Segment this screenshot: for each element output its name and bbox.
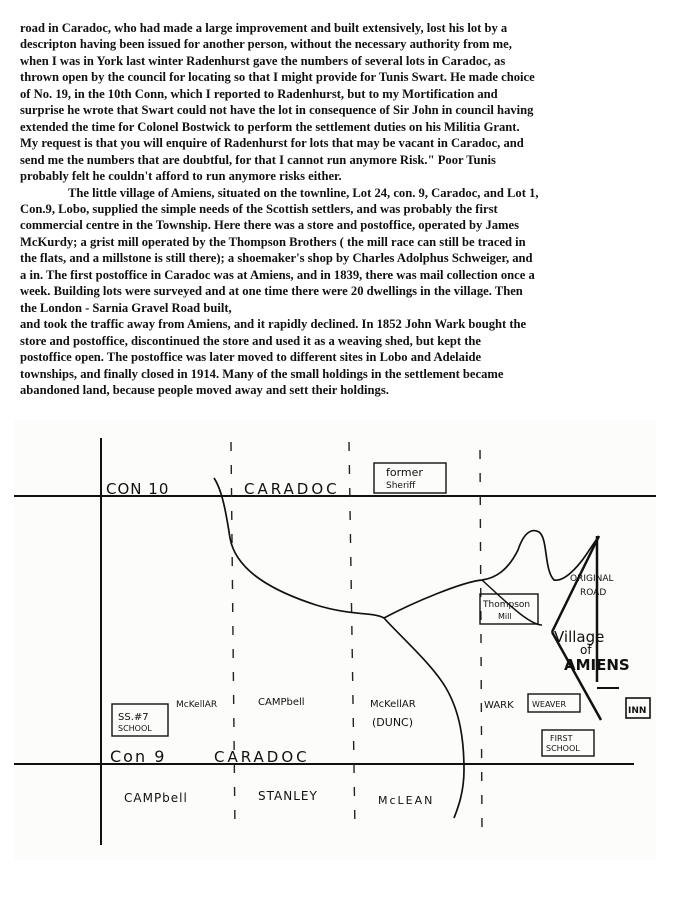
weaver-label: WEAVER xyxy=(532,700,567,709)
thompson-label: Thompson xyxy=(483,600,531,610)
text-line: and took the traffic away from Amiens, and it rapidly declined. In 1852 John Wark bought the xyxy=(20,317,527,332)
mckellar-mid-label: McKellAR xyxy=(370,699,416,710)
text-line: My request is that you will enquire of Radenhurst for lots that may be vacant in Caradoc, and xyxy=(20,136,524,151)
text-line: extended the time for Colonel Bostwick to perform the settlement duties on his Militia Grant. xyxy=(20,119,520,134)
dunc-label: (DUNC) xyxy=(372,716,414,729)
school-right-label: SCHOOL xyxy=(546,744,580,753)
text-line: thrown open by the council for locating so that I might provide for Tunis Swart. He made choice xyxy=(20,70,535,85)
school-left-label: SCHOOL xyxy=(118,724,152,733)
document-text xyxy=(20,20,660,398)
mclean-label: McLEAN xyxy=(378,794,435,807)
ss7-label: SS.#7 xyxy=(118,712,149,723)
text-line: surprise he wrote that Swart could not have the lot in consequence of Sir John in council having xyxy=(20,103,534,118)
text-line: of No. 19, in the 10th Conn, which I reported to Radenhurst, but to my Mortification and xyxy=(20,86,498,101)
text-line: when I was in York last winter Radenhurst gave the numbers of several lots in Caradoc, as xyxy=(20,53,506,68)
paragraph-2 xyxy=(20,185,660,399)
village-label: Village xyxy=(554,628,605,646)
text-line: McKurdy; a grist mill operated by the Thompson Brothers ( the mill race can still be traced in xyxy=(20,234,526,249)
mill-label: Mill xyxy=(498,612,512,621)
road-label: ROAD xyxy=(580,588,607,598)
text-line: road in Caradoc, who had made a large improvement and built extensively, lost his lot by a xyxy=(20,21,508,35)
first-label: FIRST xyxy=(550,734,573,743)
hand-drawn-map xyxy=(14,420,656,860)
text-line: abandoned land, because people moved away and sett their holdings. xyxy=(20,382,389,397)
text-line: townships, and finally closed in 1914. Many of the small holdings in the settlement became xyxy=(20,366,504,381)
text-line: postoffice open. The postoffice was later moved to different sites in Lobo and Adelaide xyxy=(20,350,482,365)
of-label: of xyxy=(580,643,592,657)
inn-label: INN xyxy=(628,706,647,716)
campbell-mid-label: CAMPbell xyxy=(258,697,305,708)
former-label: former xyxy=(386,466,423,479)
original-label: ORIGINAL xyxy=(570,574,614,584)
text-line: Con.9, Lobo, supplied the simple needs of the Scottish settlers, and was probably the first xyxy=(20,201,498,216)
con10-label: CON 10 xyxy=(106,480,170,498)
text-line: send me the numbers that are doubtful, for that I cannot run anymore Risk." Poor Tunis xyxy=(20,152,496,167)
paragraph-1 xyxy=(20,20,660,185)
caradoc-top-label: CARADOC xyxy=(244,480,340,498)
text-line: the London - Sarnia Gravel Road built, xyxy=(20,300,232,315)
sheriff-label: Sheriff xyxy=(386,481,416,491)
text-line: descripton having been issued for another person, without the necessary authority from me, xyxy=(20,37,512,52)
stanley-label: STANLEY xyxy=(258,789,318,803)
text-line: week. Building lots were surveyed and at one time there were 20 dwellings in the village. Then xyxy=(20,284,523,299)
campbell-bottom-label: CAMPbell xyxy=(124,791,188,805)
text-line: the flats, and a millstone is still there); a shoemaker's shop by Charles Adolphus Schweiger, and xyxy=(20,251,533,266)
text-line: a in. The first postoffice in Caradoc was at Amiens, and in 1839, there was mail collection once a xyxy=(20,267,535,282)
mckellar-left-label: McKellAR xyxy=(176,700,218,710)
text-line: The little village of Amiens, situated on the townline, Lot 24, con. 9, Caradoc, and Lot 1, xyxy=(68,185,539,200)
text-line: probably felt he couldn't afford to run anymore risks either. xyxy=(20,169,342,184)
text-line: store and postoffice, discontinued the store and used it as a weaving shed, but kept the xyxy=(20,333,481,348)
con9-label: Con 9 xyxy=(110,747,167,766)
wark-label: WARK xyxy=(484,700,514,711)
text-line: commercial centre in the Township. Here there was a store and postoffice, operated by James xyxy=(20,218,520,233)
caradoc-bottom-label: CARADOC xyxy=(214,748,310,766)
amiens-label: AMIENS xyxy=(564,656,630,674)
